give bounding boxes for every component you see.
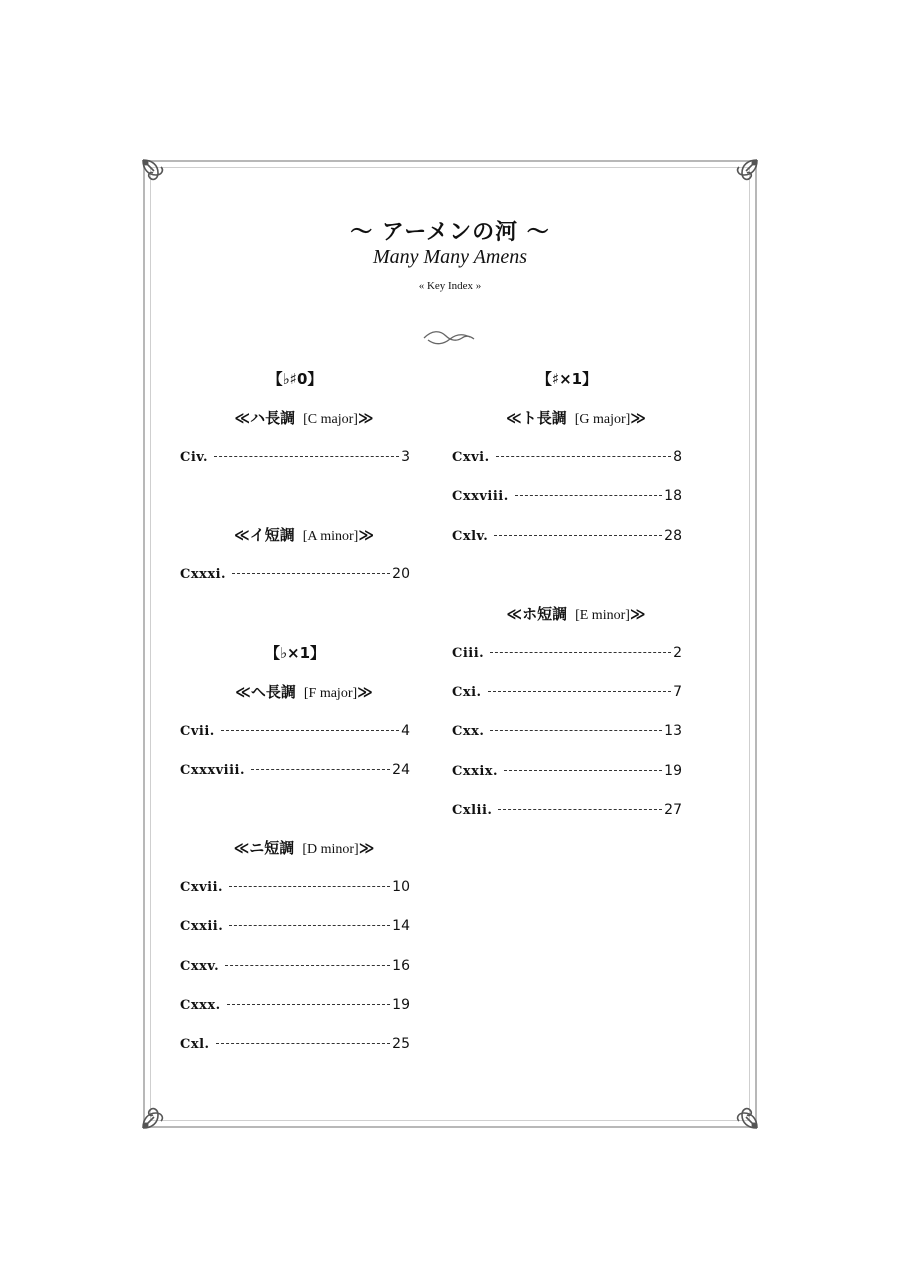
- entry-number: Cxxxviii.: [180, 762, 245, 778]
- entry-page: 16: [392, 957, 410, 974]
- dot-leader: [216, 1043, 391, 1044]
- entry-page: 4: [401, 722, 410, 739]
- dot-leader: [229, 925, 390, 926]
- index-column-right: [452, 366, 682, 836]
- entry-page: 24: [392, 761, 410, 778]
- entry-number: Cxlii.: [452, 803, 493, 819]
- entry-page: 27: [664, 802, 682, 819]
- key-heading-open: ≪: [505, 409, 522, 427]
- key-signature-heading: 【♭♯0】: [267, 370, 323, 388]
- key-heading-close: ≫: [630, 409, 646, 427]
- dot-leader: [504, 770, 662, 771]
- key-heading-en: [A minor]: [302, 529, 359, 545]
- flourish-divider-icon: [422, 328, 476, 348]
- entry-number: Cxi.: [452, 685, 482, 701]
- key-heading-open: ≪: [235, 682, 251, 701]
- key-heading-jp: ハ長調: [250, 409, 296, 427]
- dot-leader: [496, 456, 671, 457]
- key-heading-jp: ニ短調: [249, 839, 295, 858]
- dot-leader: [494, 535, 662, 536]
- key-heading-close: ≫: [358, 526, 375, 545]
- index-entry[interactable]: [452, 640, 682, 666]
- index-entry[interactable]: [180, 757, 410, 783]
- index-entry[interactable]: [452, 758, 682, 784]
- index-entry[interactable]: [180, 913, 410, 939]
- entry-number: Cxxii.: [180, 919, 224, 935]
- entry-number: Cxxv.: [180, 958, 220, 974]
- dot-leader: [490, 730, 662, 731]
- key-heading-en: [D minor]: [302, 842, 359, 858]
- entry-page: 20: [392, 566, 410, 583]
- index-entry[interactable]: [180, 444, 410, 470]
- dot-leader: [515, 495, 662, 496]
- index-entry[interactable]: [180, 561, 410, 587]
- dot-leader: [251, 769, 390, 770]
- index-entry[interactable]: [452, 444, 682, 470]
- entry-page: 10: [392, 879, 410, 896]
- key-heading-jp: ト長調: [521, 409, 567, 427]
- index-entry[interactable]: [452, 797, 682, 823]
- key-heading-jp: ホ短調: [522, 604, 568, 623]
- entry-number: Cxvi.: [452, 450, 490, 465]
- entry-page: 8: [673, 449, 682, 465]
- entry-number: Cxxxi.: [180, 567, 227, 583]
- key-heading-jp: ヘ長調: [250, 682, 296, 701]
- corner-ornament-icon: [724, 157, 760, 193]
- key-heading: [180, 522, 410, 548]
- key-heading-close: ≫: [629, 604, 646, 623]
- index-entry[interactable]: [452, 483, 682, 509]
- key-heading-en: [E minor]: [575, 607, 630, 623]
- entry-number: Cxxx.: [180, 998, 221, 1014]
- entry-page: 18: [664, 488, 682, 505]
- entry-page: 25: [392, 1036, 410, 1053]
- entry-page: 19: [664, 762, 682, 779]
- index-entry[interactable]: [180, 718, 410, 744]
- dot-leader: [229, 886, 390, 887]
- index-entry[interactable]: [180, 953, 410, 979]
- key-heading-close: ≫: [357, 409, 374, 427]
- entry-number: Cxvii.: [180, 880, 224, 896]
- entry-page: 28: [664, 527, 682, 544]
- dot-leader: [227, 1004, 391, 1005]
- key-heading-en: [F major]: [303, 685, 358, 701]
- entry-number: Cxlv.: [452, 528, 489, 544]
- entry-page: 14: [392, 918, 410, 935]
- key-signature-heading: 【♭×1】: [264, 643, 326, 662]
- entry-page: 3: [401, 449, 410, 465]
- key-heading: [180, 835, 410, 861]
- index-entry[interactable]: [180, 1031, 410, 1057]
- key-heading: [180, 405, 410, 431]
- index-entry[interactable]: [180, 874, 410, 900]
- dot-leader: [498, 809, 662, 810]
- key-heading-close: ≫: [358, 839, 375, 858]
- index-entry[interactable]: [452, 679, 682, 705]
- entry-number: Cxxix.: [452, 763, 499, 779]
- dot-leader: [488, 691, 672, 692]
- corner-ornament-icon: [140, 1095, 176, 1131]
- entry-page: 19: [392, 997, 410, 1014]
- dot-leader: [221, 730, 399, 731]
- entry-page: 13: [664, 723, 682, 740]
- dot-leader: [214, 456, 399, 457]
- entry-number: Ciii.: [452, 645, 485, 661]
- key-signature-heading: 【♯×1】: [536, 370, 598, 388]
- index-entry[interactable]: [180, 992, 410, 1018]
- entry-number: Cvii.: [180, 723, 215, 739]
- entry-number: Cxxviii.: [452, 489, 509, 505]
- key-heading-open: ≪: [233, 839, 250, 858]
- entry-number: Cxl.: [180, 1037, 210, 1053]
- dot-leader: [490, 652, 671, 653]
- page-subtitle: Many Many Amens: [372, 246, 528, 268]
- entry-number: Cxx.: [452, 724, 485, 740]
- page-title: ～ アーメンの河 ～: [350, 220, 550, 245]
- dot-leader: [225, 965, 390, 966]
- key-heading-en: [C major]: [303, 412, 358, 427]
- index-entry[interactable]: [452, 523, 682, 549]
- key-heading-open: ≪: [506, 604, 523, 623]
- key-heading-close: ≫: [357, 682, 373, 701]
- key-heading-en: [G major]: [574, 412, 631, 427]
- key-heading: [452, 601, 682, 627]
- entry-number: Civ.: [180, 450, 209, 465]
- key-heading: [452, 405, 682, 431]
- dot-leader: [232, 573, 390, 574]
- index-label: « Key Index »: [418, 280, 482, 292]
- key-heading-open: ≪: [233, 526, 250, 545]
- entry-page: 2: [673, 644, 682, 661]
- index-entry[interactable]: [452, 718, 682, 744]
- index-column-left: [180, 366, 410, 1071]
- key-heading-jp: イ短調: [249, 526, 295, 545]
- entry-page: 7: [673, 684, 682, 701]
- corner-ornament-icon: [140, 157, 176, 193]
- key-heading: [180, 679, 410, 705]
- corner-ornament-icon: [724, 1095, 760, 1131]
- key-heading-open: ≪: [234, 409, 251, 427]
